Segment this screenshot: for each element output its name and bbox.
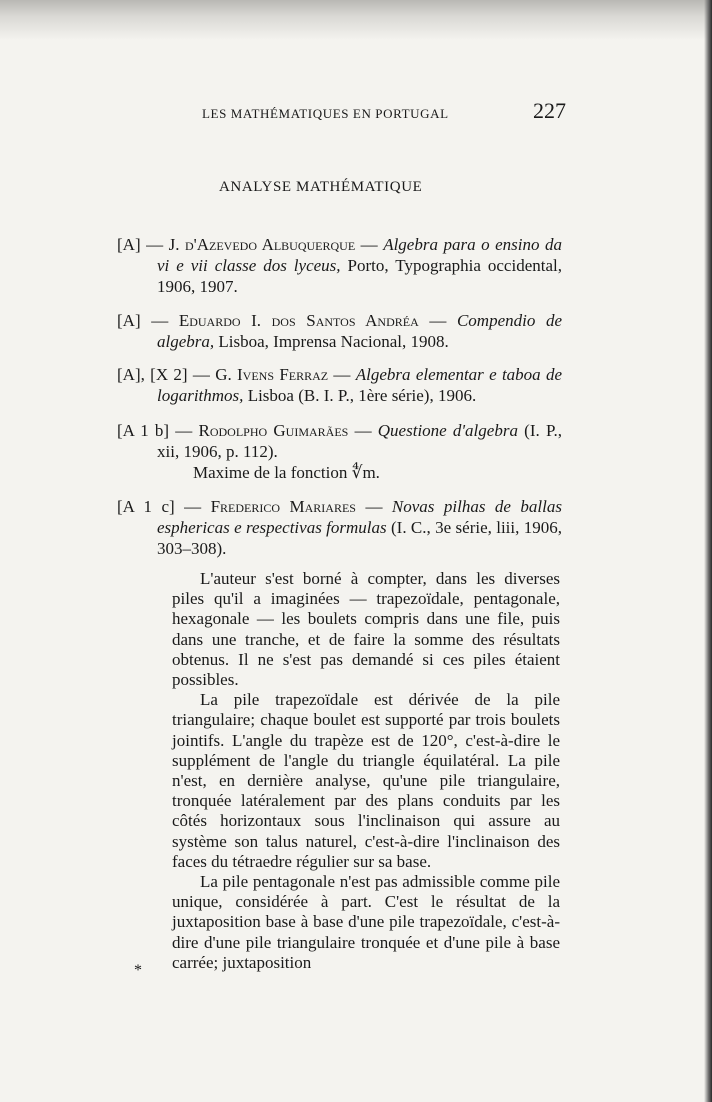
entry-title: Algebra para o ensino da vi e vii classe dos lyceus, xyxy=(157,235,562,275)
body-text xyxy=(172,569,560,973)
scan-shadow-top xyxy=(0,0,712,40)
entry-code: [A] xyxy=(117,235,141,254)
entry-details: Lisboa, Imprensa Nacional, 1908. xyxy=(218,332,449,351)
entry-details: (I. C., 3e série, liii, 1906, 303–308). xyxy=(157,518,562,558)
entry-note: Maxime de la fonction ∜m. xyxy=(193,463,380,482)
bibliography-entry: [A 1 b] — Rodolpho Guimarães — Questione d'algebra (I. P., xii, 1906, p. 112). Maxime de la fonction ∜m. xyxy=(117,421,563,482)
signature-mark: * xyxy=(134,962,142,979)
bibliography-entry: [A], [X 2] — G. Ivens Ferraz — Algebra elementar e taboa de logarithmos, Lisboa (B. I. P., 1ère série), 1906. xyxy=(117,365,563,405)
bibliography-entry: [A] — J. d'Azevedo Albuquerque — Algebra para o ensino da vi e vii classe dos lyceus, Porto, Typographia occidental, 1906, 1907. xyxy=(117,235,562,296)
entry-title: Novas pilhas de ballas esphericas e respectivas formulas xyxy=(157,497,562,537)
entry-details: Porto, Typographia occidental, 1906, 1907. xyxy=(157,256,562,296)
paragraph: L'auteur s'est borné à compter, dans les diverses piles qu'il a imaginées — trapezoïdale, pentagonale, hexagonale — les boulets compris dans une file, puis dans une tranche, et de faire la somme des résultats obtenus. Il ne s'est pas demandé si ces piles étaient possibles. xyxy=(172,569,560,690)
entry-author: Eduardo I. dos Santos Andréa xyxy=(178,311,419,330)
entry-title: Compendio de algebra, xyxy=(157,311,562,351)
entry-author: Rodolpho Guimarães xyxy=(198,421,349,440)
entry-code: [A 1 c] xyxy=(117,497,175,516)
entry-code: [A] xyxy=(117,311,141,330)
paragraph: La pile trapezoïdale est dérivée de la pile triangulaire; chaque boulet est supporté par trois boulets jointifs. L'angle du trapèze est de 120°, c'est-à-dire le supplément de l'angle du triangle équilatéral. La pile n'est, en dernière analyse, qu'une pile triangulaire, tronquée latéralement par des plans conduits par les côtés horizontaux sous l'inclinaison qui assure au système son talus naturel, c'est-à-dire l'inclinaison des faces du tétraedre régulier sur sa base. xyxy=(172,690,560,871)
entry-title: Questione d'algebra xyxy=(377,421,518,440)
entry-author: J. d'Azevedo Albuquerque xyxy=(168,235,356,254)
section-title: ANALYSE MATHÉMATIQUE xyxy=(219,179,423,195)
scan-shadow-right xyxy=(704,0,712,1102)
entry-title: Algebra elementar e taboa de logarithmos, xyxy=(157,365,563,405)
entry-details: Lisboa (B. I. P., 1ère série), 1906. xyxy=(247,386,477,405)
entry-details: (I. P., xii, 1906, p. 112). xyxy=(157,421,563,461)
bibliography-entry: [A] — Eduardo I. dos Santos Andréa — Compendio de algebra, Lisboa, Imprensa Nacional, 1908. xyxy=(117,311,562,351)
running-head: LES MATHÉMATIQUES EN PORTUGAL xyxy=(202,106,449,121)
entry-code: [A], [X 2] xyxy=(117,365,188,384)
bibliography-entry: [A 1 c] — Frederico Mariares — Novas pilhas de ballas esphericas e respectivas formulas (I. C., 3e série, liii, 1906, 303–308). xyxy=(117,497,562,558)
paragraph: La pile pentagonale n'est pas admissible comme pile unique, considérée à part. C'est le résultat de la juxtaposition base à base d'une pile trapezoïdale, c'est-à-dire d'une pile triangulaire tronquée et d'une pile à base carrée; juxtaposition xyxy=(172,872,560,972)
entry-code: [A 1 b] xyxy=(117,421,170,440)
entry-author: G. Ivens Ferraz xyxy=(215,365,329,384)
entry-author: Frederico Mariares xyxy=(210,497,356,516)
page-number: 227 xyxy=(533,98,566,123)
